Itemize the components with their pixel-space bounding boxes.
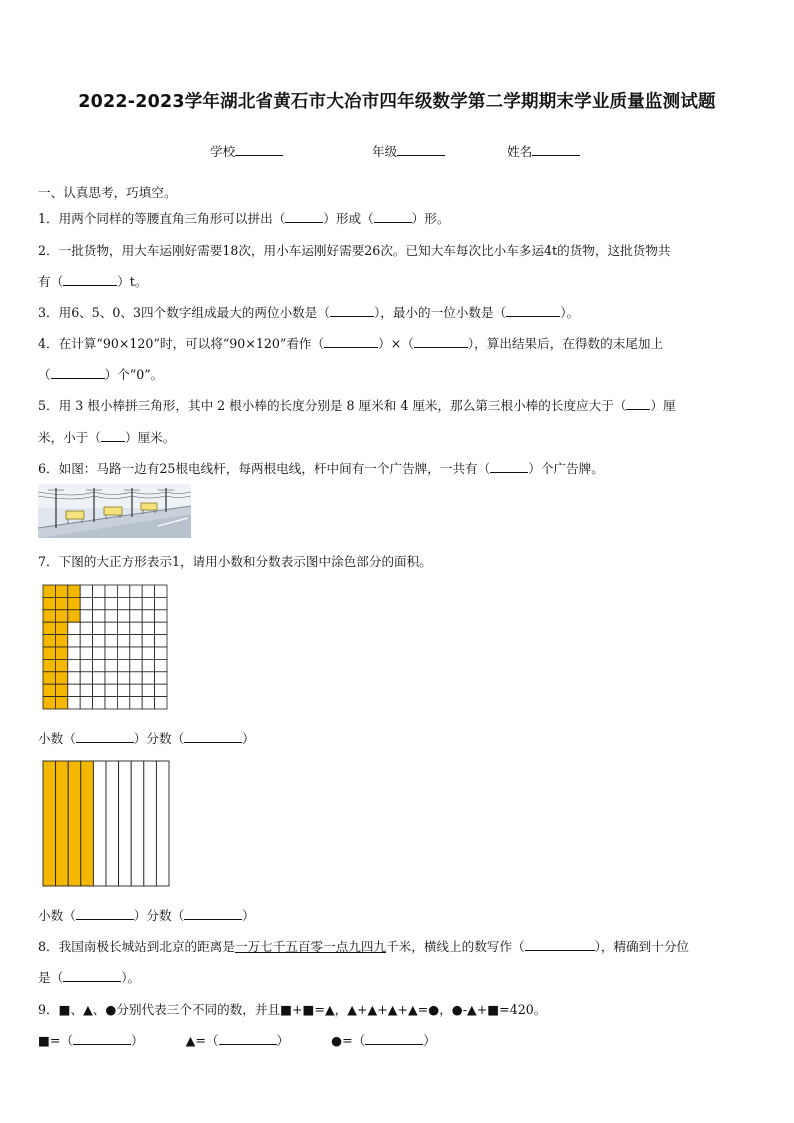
grid-cell <box>80 684 92 696</box>
underlined-number-words: 一万七千五百零一点九四九 <box>234 939 387 954</box>
answer-blank[interactable] <box>63 969 121 982</box>
answer-blank[interactable] <box>324 335 378 348</box>
grid-cell <box>105 647 117 659</box>
shaded-cell <box>43 672 55 684</box>
grade-field[interactable] <box>372 141 445 160</box>
grid-cell <box>142 647 154 659</box>
school-field[interactable] <box>210 141 283 160</box>
question-2: 2．一批货物，用大车运刚好需要18次，用小车运刚好需要26次。已知大车每次比小车多运4t的货物，这批货物共 <box>38 243 671 258</box>
answer-blank[interactable] <box>76 730 134 743</box>
grid-cell <box>80 635 92 647</box>
grid-cell <box>155 622 167 634</box>
grid-cell <box>117 622 129 634</box>
question-1: 1．用两个同样的等腰直角三角形可以拼出（ ）形或（ ）形。 <box>38 211 450 226</box>
grid-cell <box>105 597 117 609</box>
grid-cell <box>142 597 154 609</box>
answer-blank[interactable] <box>506 304 560 317</box>
shaded-cell <box>43 597 55 609</box>
grid-cell <box>93 597 105 609</box>
shaded-cell <box>43 684 55 696</box>
strip <box>131 761 144 886</box>
grid-cell <box>130 659 142 671</box>
grid-cell <box>130 672 142 684</box>
grid-cell <box>80 610 92 622</box>
grid-cell <box>155 635 167 647</box>
answer-blank[interactable] <box>73 1032 131 1045</box>
grid-cell <box>155 697 167 709</box>
grid-cell <box>142 635 154 647</box>
shaded-cell <box>43 659 55 671</box>
grid-cell <box>105 684 117 696</box>
answer-blank[interactable] <box>63 273 117 286</box>
grid-cell <box>130 585 142 597</box>
answer-blank[interactable] <box>219 1032 277 1045</box>
grid-cell <box>117 597 129 609</box>
grid-cell <box>155 647 167 659</box>
grid-cell <box>93 672 105 684</box>
grid-cell <box>105 659 117 671</box>
road-poles-image <box>38 484 191 538</box>
name-field[interactable] <box>507 141 580 160</box>
grid-cell <box>80 647 92 659</box>
grid-cell <box>155 610 167 622</box>
grid-cell <box>130 610 142 622</box>
answer-blank[interactable] <box>184 730 242 743</box>
grid-cell <box>80 697 92 709</box>
question-7-answer-2: 小数（ ）分数（ ） <box>38 908 255 923</box>
question-5: 5．用 3 根小棒拼三角形，其中 2 根小棒的长度分别是 8 厘米和 4 厘米，那么第三根小棒的长度应大于（ ）厘 <box>38 398 676 413</box>
grid-cell <box>142 585 154 597</box>
strip <box>119 761 132 886</box>
shaded-cell <box>43 622 55 634</box>
shaded-cell <box>55 659 67 671</box>
grid-cell <box>105 635 117 647</box>
shaded-cell <box>55 672 67 684</box>
shaded-cell <box>68 597 80 609</box>
strip <box>106 761 119 886</box>
grid-cell <box>130 697 142 709</box>
grid-cell <box>105 672 117 684</box>
grade-label: 年级 <box>372 144 398 159</box>
grid-cell <box>68 659 80 671</box>
grid-cell <box>105 610 117 622</box>
shaded-strip <box>43 761 56 886</box>
grid-cell <box>80 585 92 597</box>
shaded-cell <box>43 647 55 659</box>
hundred-square-grid <box>42 584 168 710</box>
grid-cell <box>117 697 129 709</box>
strip <box>156 761 169 886</box>
grid-cell <box>105 622 117 634</box>
grid-cell <box>155 672 167 684</box>
grid-cell <box>117 647 129 659</box>
shaded-strip <box>56 761 69 886</box>
shaded-cell <box>43 585 55 597</box>
grid-cell <box>93 697 105 709</box>
grid-cell <box>117 659 129 671</box>
shaded-cell <box>55 585 67 597</box>
grid-cell <box>130 635 142 647</box>
grid-cell <box>117 585 129 597</box>
grid-cell <box>155 585 167 597</box>
grid-cell <box>93 647 105 659</box>
grid-cell <box>117 635 129 647</box>
answer-blank[interactable] <box>626 397 650 410</box>
school-label: 学校 <box>210 144 236 159</box>
grid-cell <box>80 622 92 634</box>
shaded-cell <box>55 635 67 647</box>
ten-strip-grid <box>42 760 170 888</box>
grid-cell <box>155 659 167 671</box>
answer-blank[interactable] <box>374 210 412 223</box>
shaded-cell <box>55 622 67 634</box>
question-3: 3．用6、5、0、3四个数字组成最大的两位小数是（ ），最小的一位小数是（ ）。 <box>38 305 580 320</box>
grid-cell <box>93 585 105 597</box>
grid-cell <box>80 659 92 671</box>
grid-cell <box>142 684 154 696</box>
grid-cell <box>130 597 142 609</box>
answer-blank[interactable] <box>184 907 242 920</box>
grid-cell <box>117 610 129 622</box>
shaded-cell <box>68 610 80 622</box>
question-5-cont: 米，小于（ ）厘米。 <box>38 430 176 445</box>
shaded-cell <box>43 635 55 647</box>
answer-blank[interactable] <box>365 1032 423 1045</box>
grid-cell <box>93 622 105 634</box>
question-2-cont: 有（ ）t。 <box>38 274 148 289</box>
shaded-cell <box>55 610 67 622</box>
grid-cell <box>142 659 154 671</box>
grid-cell <box>155 684 167 696</box>
answer-blank[interactable] <box>414 335 468 348</box>
question-4-cont: （ ）个“0”。 <box>38 367 164 382</box>
section-heading: 一、认真思考，巧填空。 <box>38 185 177 200</box>
shaded-cell <box>55 684 67 696</box>
question-9-answers: ■=（ ） ▲=（ ） ●=（ ） <box>38 1033 436 1048</box>
question-7: 7．下图的大正方形表示1，请用小数和分数表示图中涂色部分的面积。 <box>38 554 432 569</box>
grid-cell <box>68 672 80 684</box>
grid-cell <box>142 672 154 684</box>
shaded-strip <box>68 761 81 886</box>
shaded-cell <box>55 647 67 659</box>
grid-cell <box>68 684 80 696</box>
strip <box>93 761 106 886</box>
shaded-cell <box>43 610 55 622</box>
answer-blank[interactable] <box>490 460 528 473</box>
shaded-cell <box>43 697 55 709</box>
grid-cell <box>93 635 105 647</box>
answer-blank[interactable] <box>76 907 134 920</box>
question-4: 4．在计算“90×120”时，可以将“90×120”看作（ ）×（ ），算出结果后，在得数的末尾加上 <box>38 336 664 351</box>
page-title: 2022-2023学年湖北省黄石市大冶市四年级数学第二学期期末学业质量监测试题 <box>78 92 716 112</box>
grid-cell <box>68 697 80 709</box>
shaded-cell <box>55 697 67 709</box>
answer-blank[interactable] <box>525 938 595 951</box>
grid-cell <box>93 684 105 696</box>
grid-cell <box>142 610 154 622</box>
grid-cell <box>93 610 105 622</box>
grid-cell <box>117 672 129 684</box>
grid-cell <box>155 597 167 609</box>
question-6: 6．如图：马路一边有25根电线杆，每两根电线，杆中间有一个广告牌，一共有（ ）个广告牌。 <box>38 461 604 476</box>
answer-blank[interactable] <box>330 304 374 317</box>
grid-cell <box>130 647 142 659</box>
grid-cell <box>68 647 80 659</box>
question-7-answer-1: 小数（ ）分数（ ） <box>38 731 255 746</box>
answer-blank[interactable] <box>285 210 323 223</box>
grid-cell <box>68 622 80 634</box>
grid-cell <box>68 635 80 647</box>
grid-cell <box>80 597 92 609</box>
answer-blank[interactable] <box>101 429 125 442</box>
shaded-cell <box>68 585 80 597</box>
grid-cell <box>105 585 117 597</box>
grid-cell <box>105 697 117 709</box>
question-8-cont: 是（ ）。 <box>38 970 141 985</box>
question-9: 9．■、▲、●分别代表三个不同的数，并且■+■=▲，▲+▲+▲+▲=●，●-▲+■=420。 <box>38 1002 547 1017</box>
answer-blank[interactable] <box>51 366 105 379</box>
shaded-cell <box>55 597 67 609</box>
grid-cell <box>142 622 154 634</box>
grid-cell <box>142 697 154 709</box>
name-label: 姓名 <box>507 144 533 159</box>
shaded-strip <box>81 761 94 886</box>
grid-cell <box>93 659 105 671</box>
question-8: 8．我国南极长城站到北京的距离是一万七千五百零一点九四九千米，横线上的数写作（ ），精确到十分位 <box>38 939 690 954</box>
grid-cell <box>117 684 129 696</box>
strip <box>144 761 157 886</box>
grid-cell <box>80 672 92 684</box>
grid-cell <box>130 622 142 634</box>
grid-cell <box>130 684 142 696</box>
